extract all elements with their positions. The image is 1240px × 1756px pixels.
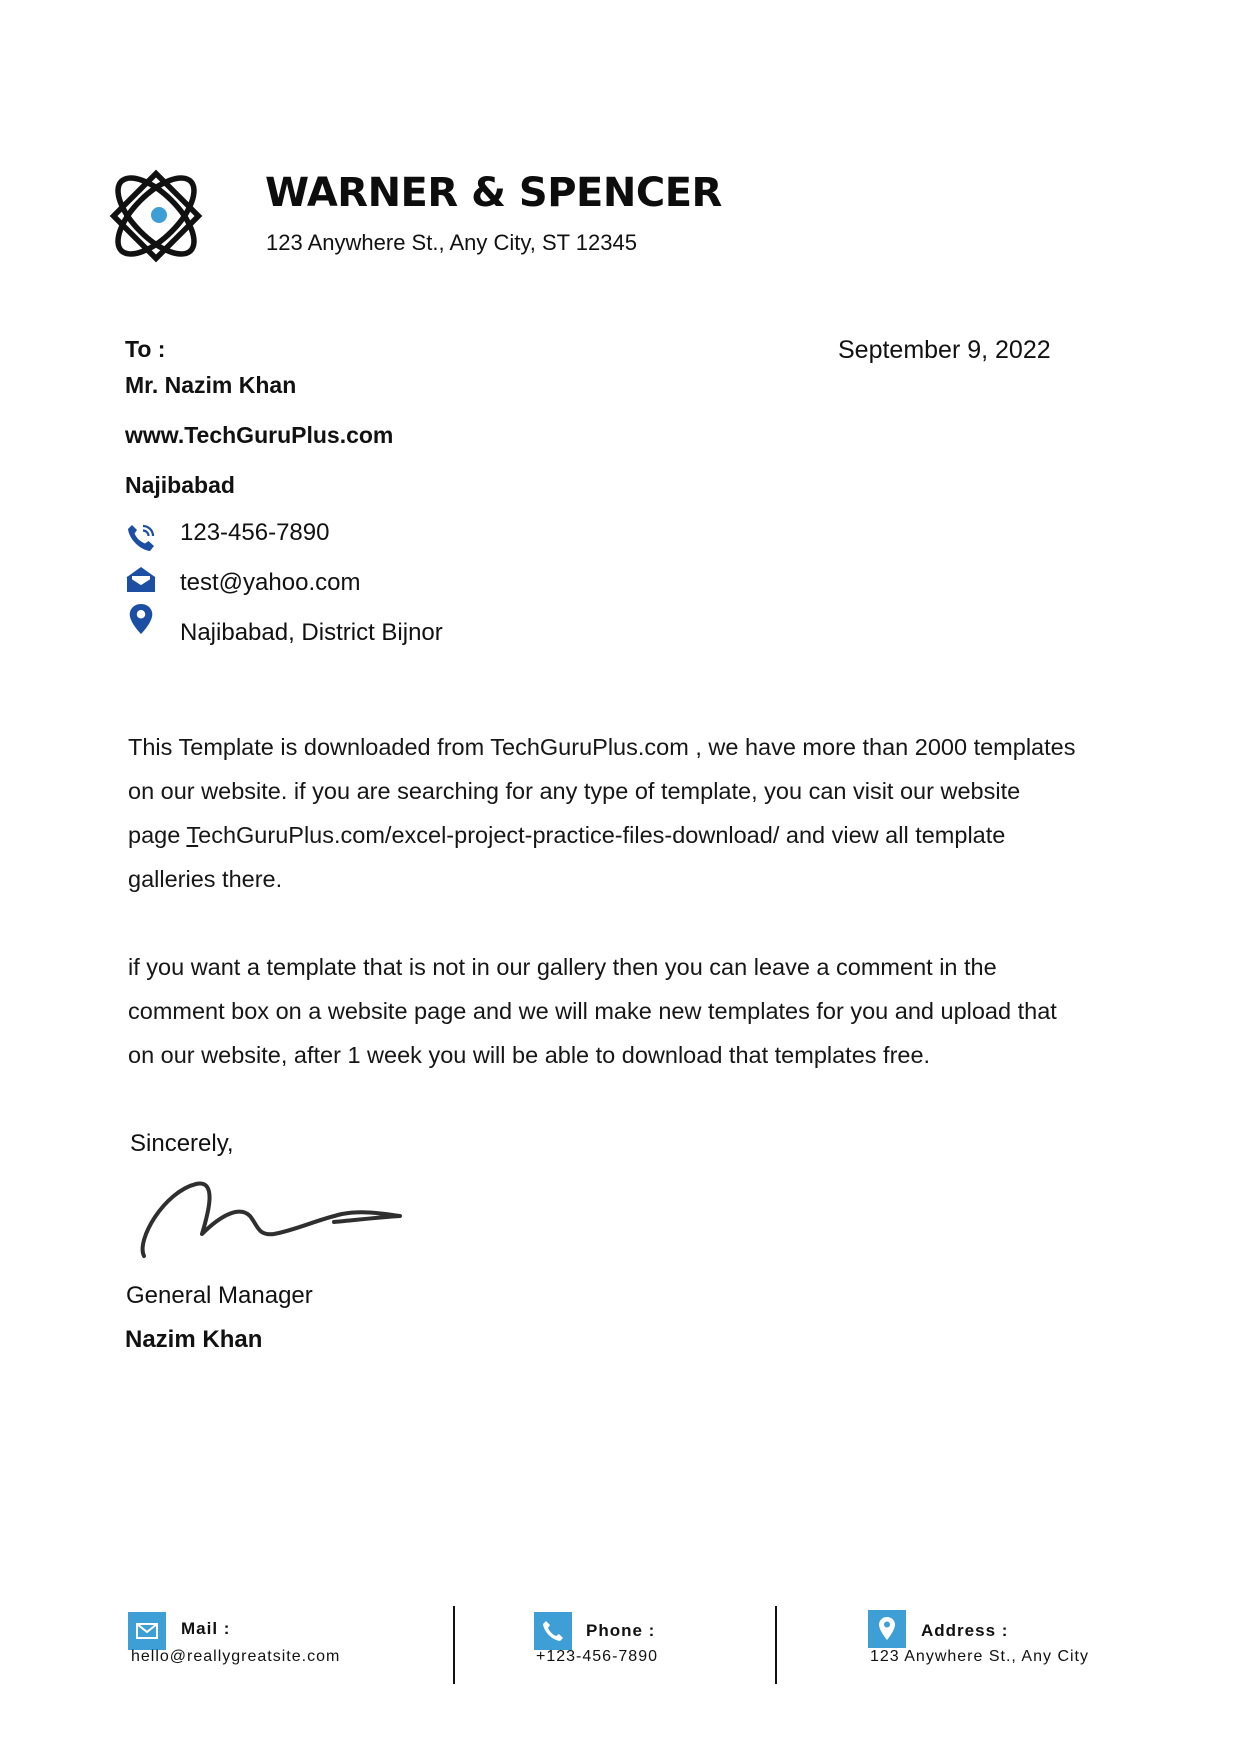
company-address: 123 Anywhere St., Any City, ST 12345 [266, 230, 637, 255]
body-paragraph-2 [128, 945, 1078, 1077]
footer-mail-label: Mail : [181, 1619, 231, 1638]
footer-phone-label: Phone : [586, 1621, 656, 1640]
body-paragraph-1 [128, 725, 1078, 901]
footer-divider [453, 1606, 455, 1684]
body-p2-text: if you want a template that is not in our gallery then you can leave a comment in the comment box on a website page and we will make new templates for you and upload that on our website, after 1 week you will be able to download that templates free. [128, 954, 1057, 1068]
phone-icon [534, 1612, 572, 1650]
location-pin-icon [125, 603, 157, 635]
footer-divider [775, 1606, 777, 1684]
footer-address-value: 123 Anywhere St., Any City [870, 1648, 1089, 1665]
body-p1-text: This Template is downloaded from TechGuruPlus.com , we have more than 2000 templates on our website. if you are searching for any type of template, you can visit our website page [128, 734, 1076, 848]
mail-icon [128, 1612, 166, 1650]
recipient-website: www.TechGuruPlus.com [125, 422, 394, 448]
website-link-first-letter[interactable]: T [186, 822, 199, 848]
signer-name: Nazim Khan [125, 1326, 263, 1353]
body-p1-tail: and view all template galleries there. [128, 822, 1006, 892]
footer-phone-value: +123-456-7890 [536, 1648, 658, 1665]
company-name: WARNER & SPENCER [265, 170, 722, 216]
footer-mail-value: hello@reallygreatsite.com [131, 1648, 341, 1665]
recipient-city: Najibabad [125, 472, 235, 498]
atom-logo-icon [104, 164, 208, 268]
contact-email: test@yahoo.com [180, 569, 361, 596]
contact-address: Najibabad, District Bijnor [180, 619, 443, 646]
website-link-rest[interactable]: echGuruPlus.com/excel-project-practice-files-download/ [198, 822, 780, 848]
recipient-name: Mr. Nazim Khan [125, 372, 297, 398]
envelope-open-icon [125, 564, 157, 596]
signer-title: General Manager [126, 1282, 313, 1309]
footer-address-label: Address : [921, 1621, 1009, 1640]
letter-date: September 9, 2022 [838, 336, 1051, 364]
location-pin-icon [868, 1610, 906, 1648]
closing-salutation: Sincerely, [130, 1130, 234, 1157]
signature [136, 1170, 416, 1280]
to-label: To : [125, 336, 166, 362]
contact-phone: 123-456-7890 [180, 519, 330, 546]
phone-icon [125, 522, 157, 554]
